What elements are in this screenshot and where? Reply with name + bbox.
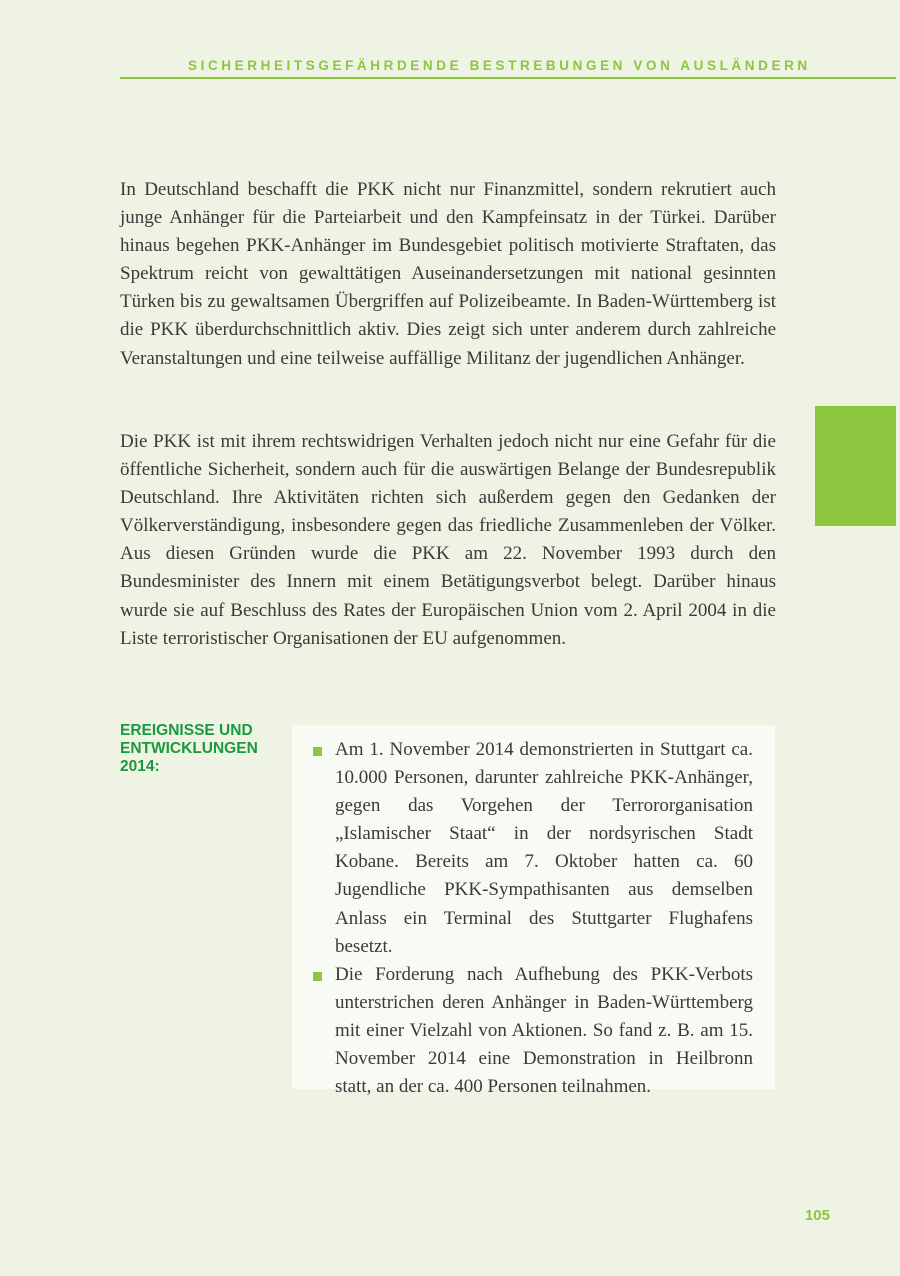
events-list (292, 725, 775, 1101)
event-item-2 (335, 961, 753, 1101)
body-paragraph-1: In Deutschland beschafft die PKK nicht nur Finanzmittel, sondern rekrutiert auch junge Anhänger für die Parteiarbeit und den Kampfeinsatz in der Türkei. Darüber hinaus begehen PKK-Anhänger im Bundesgebiet politisch motivierte Straftaten, das Spektrum reicht von gewalttätigen Auseinandersetzungen mit national gesinnten Türken bis zu gewaltsamen Übergriffen auf Polizeibeamte. In Baden-Württemberg ist die PKK überdurchschnittlich aktiv. Dies zeigt sich unter anderem durch zahlreiche Veranstaltungen und eine teilweise auffällige Militanz der jugendlichen Anhänger. (120, 179, 776, 369)
header-rule (120, 77, 896, 79)
event-item-1 (335, 736, 753, 961)
body-paragraph-2: Die PKK ist mit ihrem rechtswidrigen Verhalten jedoch nicht nur eine Gefahr für die öffentliche Sicherheit, sondern auch für die auswärtigen Belange der Bundesrepublik Deutschland. Ihre Aktivitäten richten sich außerdem gegen den Gedanken der Völkerverständigung, insbesondere gegen das friedliche Zusammenleben der Völker. Aus diesen Gründen wurde die PKK am 22. November 1993 durch den Bundesminister des Innern mit einem Betätigungsverbot belegt. Darüber hinaus wurde sie auf Beschluss des Rates der Europäischen Union vom 2. April 2004 in die Liste terroristischer Organisationen der EU aufgenommen. (120, 431, 776, 649)
running-header-title: SICHERHEITSGEFÄHRDENDE BESTREBUNGEN VON AUSLÄNDERN (188, 58, 811, 73)
events-box (292, 725, 775, 1098)
square-bullet-icon (313, 747, 322, 756)
event-item-text: Am 1. November 2014 demonstrierten in Stuttgart ca. 10.000 Personen, darunter zahlreiche PKK-Anhänger, gegen das Vorgehen der Terrororganisation „Islamischer Staat“ in der nordsyrischen Stadt Kobane. Bereits am 7. Oktober hatten ca. 60 Jugendliche PKK-Sympathisanten aus demselben Anlass ein Terminal des Stuttgarter Flughafens besetzt. (335, 739, 753, 957)
chapter-side-tab (815, 406, 896, 526)
events-section-label: EREIGNISSE UND ENTWICKLUNGEN 2014: (120, 722, 258, 775)
square-bullet-icon (313, 972, 322, 981)
event-item-text: Die Forderung nach Aufhebung des PKK-Verbots unterstrichen deren Anhänger in Baden-Württemberg mit einer Vielzahl von Aktionen. So fand z. B. am 15. November 2014 eine Demonstration in Heilbronn statt, an der ca. 400 Personen teilnahmen. (335, 963, 753, 1098)
page-number: 105 (804, 1207, 830, 1224)
